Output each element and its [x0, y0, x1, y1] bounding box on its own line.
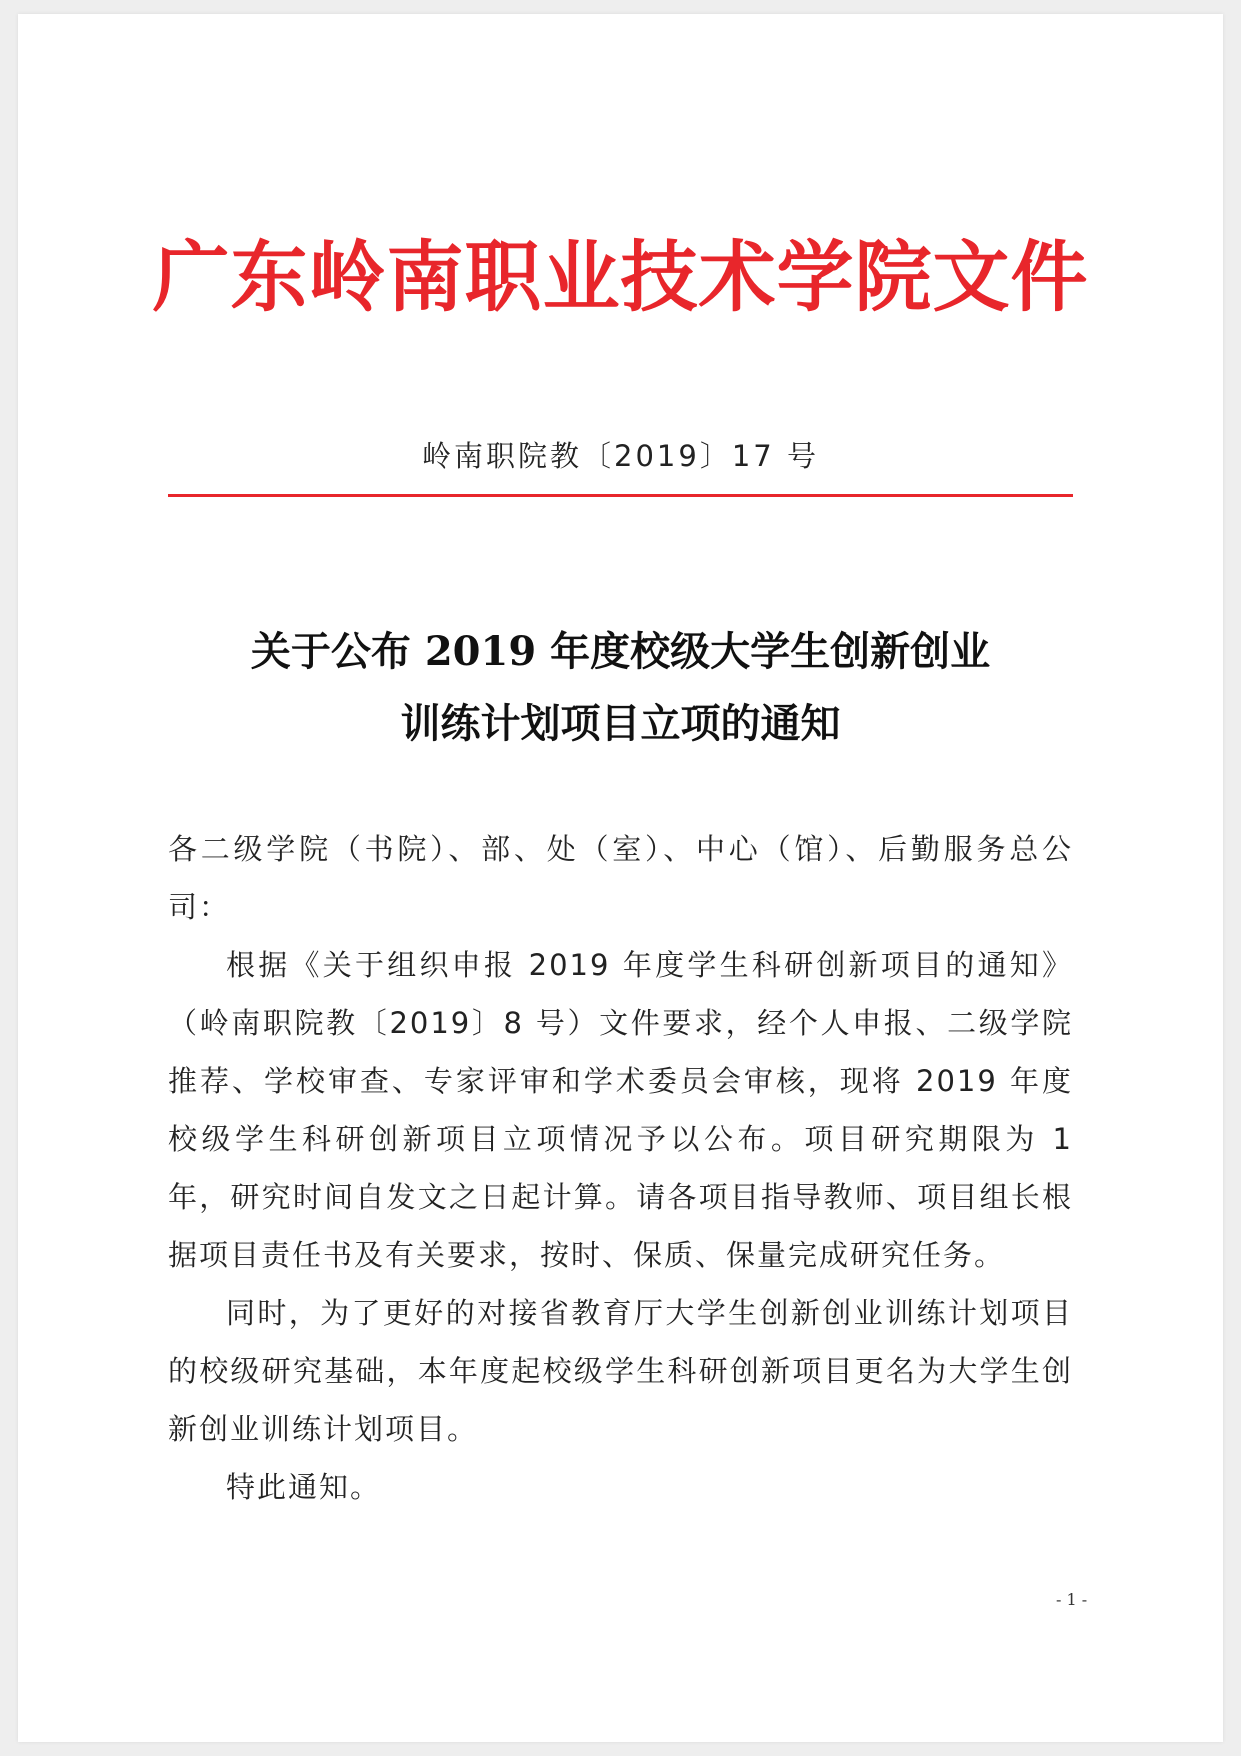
document-number: 岭南职院教〔2019〕17 号 — [422, 439, 819, 473]
red-divider — [168, 494, 1073, 497]
closing-line: 特此通知。 — [226, 1470, 382, 1504]
salutation: 各二级学院（书院）、部、处（室）、中心（馆）、后勤服务总公司： — [168, 832, 1073, 924]
notice-title-line2: 训练计划项目立项的通知 — [400, 700, 841, 747]
notice-title-line1: 关于公布 2019 年度校级大学生创新创业 — [250, 628, 991, 675]
body-paragraph-1: 根据《关于组织申报 2019 年度学生科研创新项目的通知》（岭南职院教〔2019〕8 号）文件要求，经个人申报、二级学院推荐、学校审查、专家评审和学术委员会审核，现将 2019 年度校级学生科研创新项目立项情况予以公布。项目研究期限为 1 年，研究时间自发文之日起计算。请各项目指导教师、项目组长根据项目责任书及有关要求，按时、保质、保量完成研究任务。 — [168, 948, 1073, 1272]
notice-body — [168, 820, 1073, 1516]
page-number: - 1 - — [1056, 1590, 1088, 1609]
body-paragraph-2: 同时，为了更好的对接省教育厅大学生创新创业训练计划项目的校级研究基础，本年度起校级学生科研创新项目更名为大学生创新创业训练计划项目。 — [168, 1296, 1073, 1446]
masthead-title: 广东岭南职业技术学院文件 — [152, 233, 1089, 323]
document-page — [18, 14, 1223, 1742]
notice-title — [18, 616, 1223, 760]
